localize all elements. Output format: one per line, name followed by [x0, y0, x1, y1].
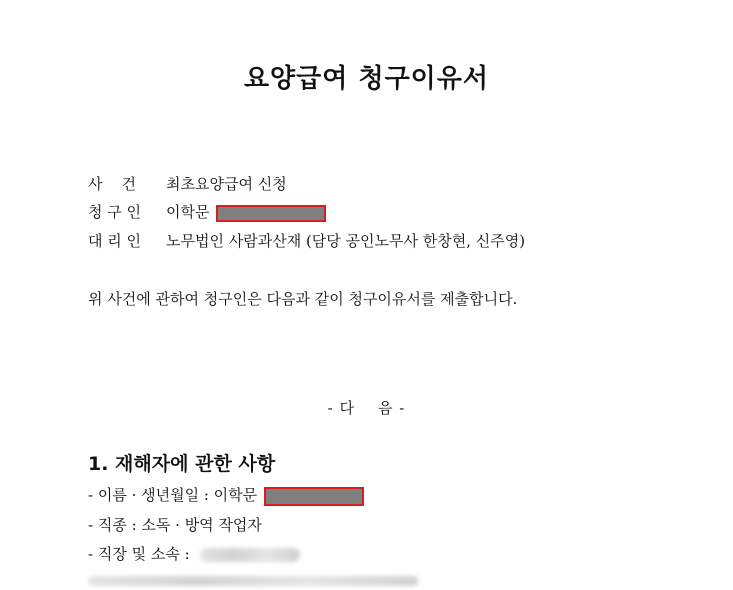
workplace-row [88, 544, 300, 564]
blurred-text [200, 548, 300, 562]
agent-row [88, 231, 525, 251]
case-row [88, 174, 287, 194]
agent-value: 노무법인 사람과산재 (담당 공인노무사 한창현, 신주영) [166, 232, 526, 250]
claimant-label: 청 구 인 [88, 203, 142, 221]
document-title: 요양급여 청구이유서 [243, 64, 490, 94]
workplace-label: - 직장 및 소속 : [88, 545, 190, 563]
agent-label: 대 리 인 [88, 232, 142, 250]
section-title: 1. 재해자에 관한 사항 [88, 453, 276, 475]
cutoff-row [88, 570, 418, 590]
name-row [88, 485, 364, 506]
blurred-text [88, 576, 418, 586]
claimant-row [88, 202, 326, 222]
job-label: - 직종 : 소독 · 방역 작업자 [88, 516, 262, 534]
case-value: 최초요양급여 신청 [166, 175, 287, 193]
redacted-box [216, 205, 326, 222]
center-heading: - 다 음 - [327, 399, 406, 417]
job-row [88, 515, 262, 535]
redacted-box [264, 487, 364, 506]
claimant-value: 이학문 [166, 203, 210, 221]
intro-text: 위 사건에 관하여 청구인은 다음과 같이 청구이유서를 제출합니다. [88, 290, 518, 308]
case-label: 사 건 [88, 175, 137, 193]
name-label: - 이름 · 생년월일 : 이학문 [88, 486, 258, 504]
